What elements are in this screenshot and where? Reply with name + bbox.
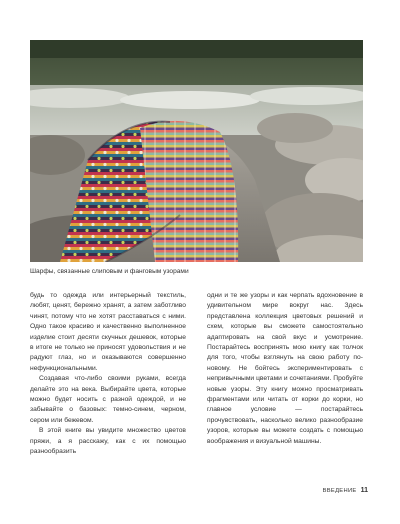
page-footer [323, 486, 368, 496]
paragraph: Создавая что-либо своими руками, всегда делайте это на века. Выбирайте цвета, которые можно будет носить с разной одеждой, и не забывайте о базовых: темно-синем, черном, сером или бежевом. [30, 375, 186, 424]
paragraph: одни и те же узоры и как черпать вдохновение в удивительном мире вокруг нас. Здесь представлена коллекция цветовых решений и схем, которые вы сможете самостоятельно адаптировать на свой вкус и усмотрение. Постарайтесь воспринять мою книгу как толчок для того, чтобы взглянуть на свою работу по-новому. Не бойтесь экспериментировать с непривычными цветами и сочетаниями. Пробуйте новые узоры. Эту книгу можно просматривать фрагментами или читать от корки до корки, но главное условие — постарайтесь прочувствовать, насколько велико разнообразие узоров, которые вы можете создать с помощью воображения и визуальной машины. [207, 292, 363, 445]
page-number: 11 [360, 487, 368, 494]
paragraph: В этой книге вы увидите множество цветов пряжи, а я расскажу, как с их помощью разнообразить [30, 427, 186, 456]
photo-caption: Шарфы, связанные слиповым и фанговым узорами [30, 268, 189, 275]
scarves-photo [30, 40, 363, 262]
body-column-left [30, 291, 186, 458]
body-column-right [207, 291, 363, 447]
section-label: ВВЕДЕНИЕ [322, 488, 357, 494]
paragraph: будь то одежда или интерьерный текстиль, любят, ценят, бережно хранят, а затем заботливо чинят, потому что не хотят расставаться с ними. Одно такое красиво и качественно выполненное изделие стоит десяти скучных дешевок, которые в итоге не только не приносят удовольствия и не радуют глаз, но и оказываются совершенно нефункциональными. [30, 292, 186, 372]
